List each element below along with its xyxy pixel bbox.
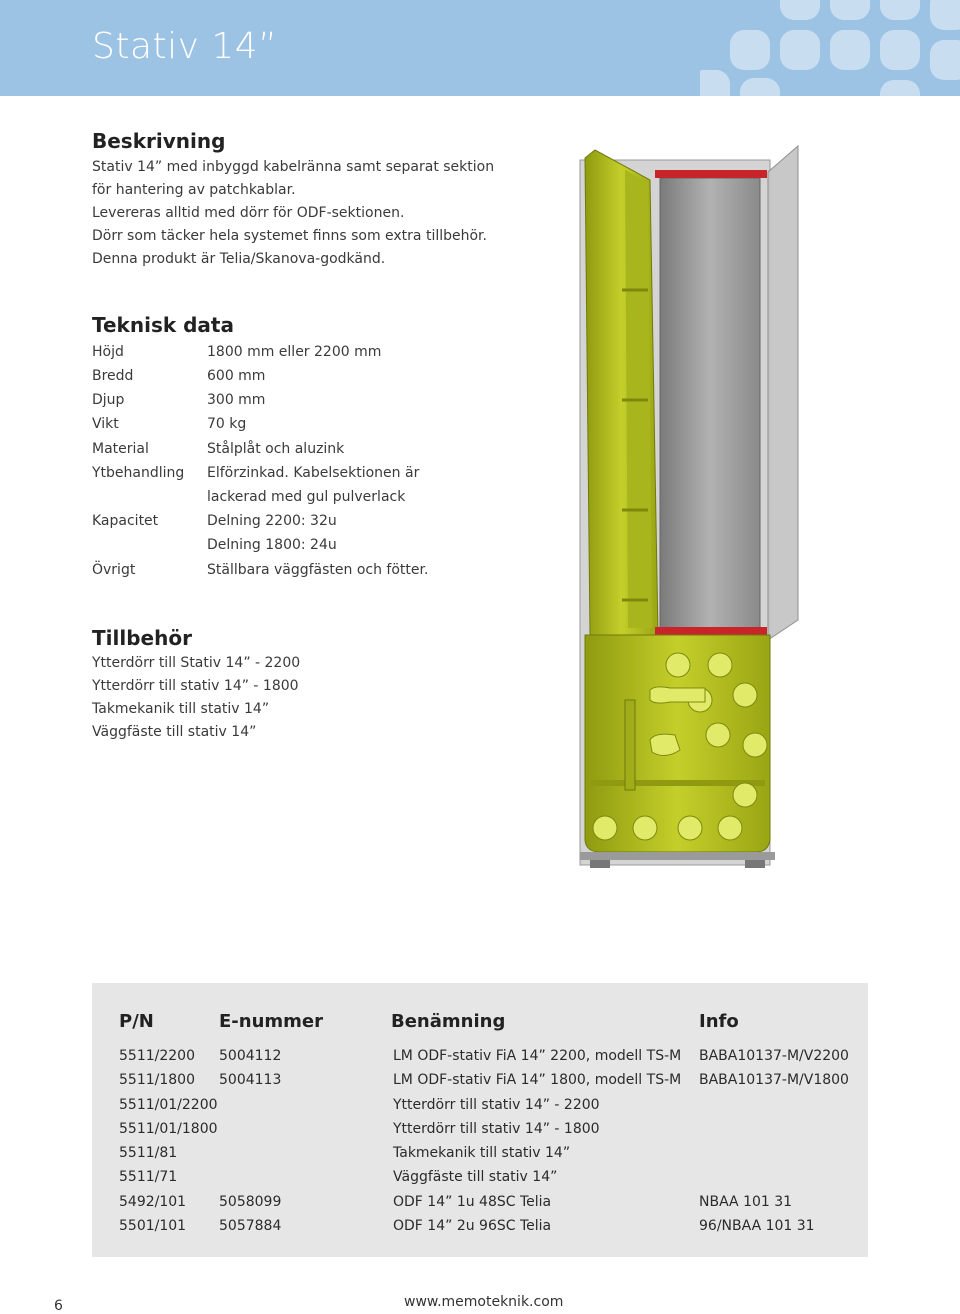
cell-pn: 5511/2200 (119, 1048, 195, 1064)
cell-info: BABA10137-M/V1800 (699, 1072, 849, 1088)
spec-label: Övrigt (92, 562, 136, 578)
table-header-info: Info (699, 1011, 739, 1032)
cell-enummer: 5058099 (219, 1194, 282, 1210)
cell-benamning: Ytterdörr till stativ 14” - 2200 (393, 1097, 600, 1113)
page-number: 6 (54, 1298, 63, 1314)
beskrivning-text (92, 156, 494, 271)
spec-label: Höjd (92, 344, 124, 360)
cell-enummer: 5004112 (219, 1048, 282, 1064)
cell-pn: 5511/01/2200 (119, 1097, 218, 1113)
cell-pn: 5501/101 (119, 1218, 187, 1234)
spec-label: Vikt (92, 416, 119, 432)
spec-label: Kapacitet (92, 513, 159, 529)
spec-value: 1800 mm eller 2200 mm (207, 344, 382, 360)
cell-info: BABA10137-M/V2200 (699, 1048, 849, 1064)
page-header (0, 0, 960, 96)
cell-benamning: ODF 14” 2u 96SC Telia (393, 1218, 552, 1234)
cell-benamning: Takmekanik till stativ 14” (393, 1145, 571, 1161)
cell-pn: 5511/71 (119, 1169, 178, 1185)
cell-benamning: Väggfäste till stativ 14” (393, 1169, 558, 1185)
spec-value: 300 mm (207, 392, 266, 408)
teknisk-heading: Teknisk data (92, 313, 234, 337)
beskrivning-line: för hantering av patchkablar. (92, 182, 296, 198)
cell-pn: 5511/01/1800 (119, 1121, 218, 1137)
spec-label: Djup (92, 392, 125, 408)
beskrivning-heading: Beskrivning (92, 129, 226, 153)
spec-label: Ytbehandling (92, 465, 185, 481)
tillbehor-heading: Tillbehör (92, 626, 192, 650)
spec-label: Material (92, 441, 149, 457)
cell-pn: 5511/1800 (119, 1072, 195, 1088)
spec-value: lackerad med gul pulverlack (207, 489, 406, 505)
table-header-enummer: E-nummer (219, 1011, 323, 1032)
table-header-pn: P/N (119, 1011, 154, 1032)
cell-benamning: ODF 14” 1u 48SC Telia (393, 1194, 552, 1210)
cell-enummer: 5057884 (219, 1218, 282, 1234)
spec-value: Delning 1800: 24u (207, 537, 337, 553)
cell-benamning: LM ODF-stativ FiA 14” 2200, modell TS-M (393, 1048, 682, 1064)
tillbehor-item: Ytterdörr till Stativ 14” - 2200 (92, 655, 301, 671)
decorative-shapes (700, 0, 960, 96)
spec-value: Elförzinkad. Kabelsektionen är (207, 465, 420, 481)
beskrivning-line: Levereras alltid med dörr för ODF-sektionen. (92, 205, 405, 221)
cell-benamning: Ytterdörr till stativ 14” - 1800 (393, 1121, 600, 1137)
spec-value: Delning 2200: 32u (207, 513, 337, 529)
spec-value: 70 kg (207, 416, 247, 432)
tillbehor-item: Takmekanik till stativ 14” (92, 701, 270, 717)
cell-benamning: LM ODF-stativ FiA 14” 1800, modell TS-M (393, 1072, 682, 1088)
table-header-benamning: Benämning (391, 1011, 506, 1032)
product-image (530, 140, 830, 880)
cell-info: NBAA 101 31 (699, 1194, 793, 1210)
tillbehor-item: Ytterdörr till stativ 14” - 1800 (92, 678, 299, 694)
spec-label: Bredd (92, 368, 134, 384)
footer-url[interactable]: www.memoteknik.com (404, 1294, 564, 1310)
cell-enummer: 5004113 (219, 1072, 282, 1088)
spec-value: 600 mm (207, 368, 266, 384)
spec-value: Ställbara väggfästen och fötter. (207, 562, 429, 578)
cell-pn: 5511/81 (119, 1145, 178, 1161)
tillbehor-list (92, 652, 300, 744)
page-title: Stativ 14” (92, 26, 278, 67)
beskrivning-line: Denna produkt är Telia/Skanova-godkänd. (92, 251, 386, 267)
product-table (92, 983, 868, 1257)
beskrivning-line: Dörr som täcker hela systemet finns som extra tillbehör. (92, 228, 487, 244)
cell-info: 96/NBAA 101 31 (699, 1218, 815, 1234)
cell-pn: 5492/101 (119, 1194, 187, 1210)
spec-value: Stålplåt och aluzink (207, 441, 345, 457)
beskrivning-line: Stativ 14” med inbyggd kabelränna samt separat sektion (92, 159, 495, 175)
tillbehor-item: Väggfäste till stativ 14” (92, 724, 257, 740)
